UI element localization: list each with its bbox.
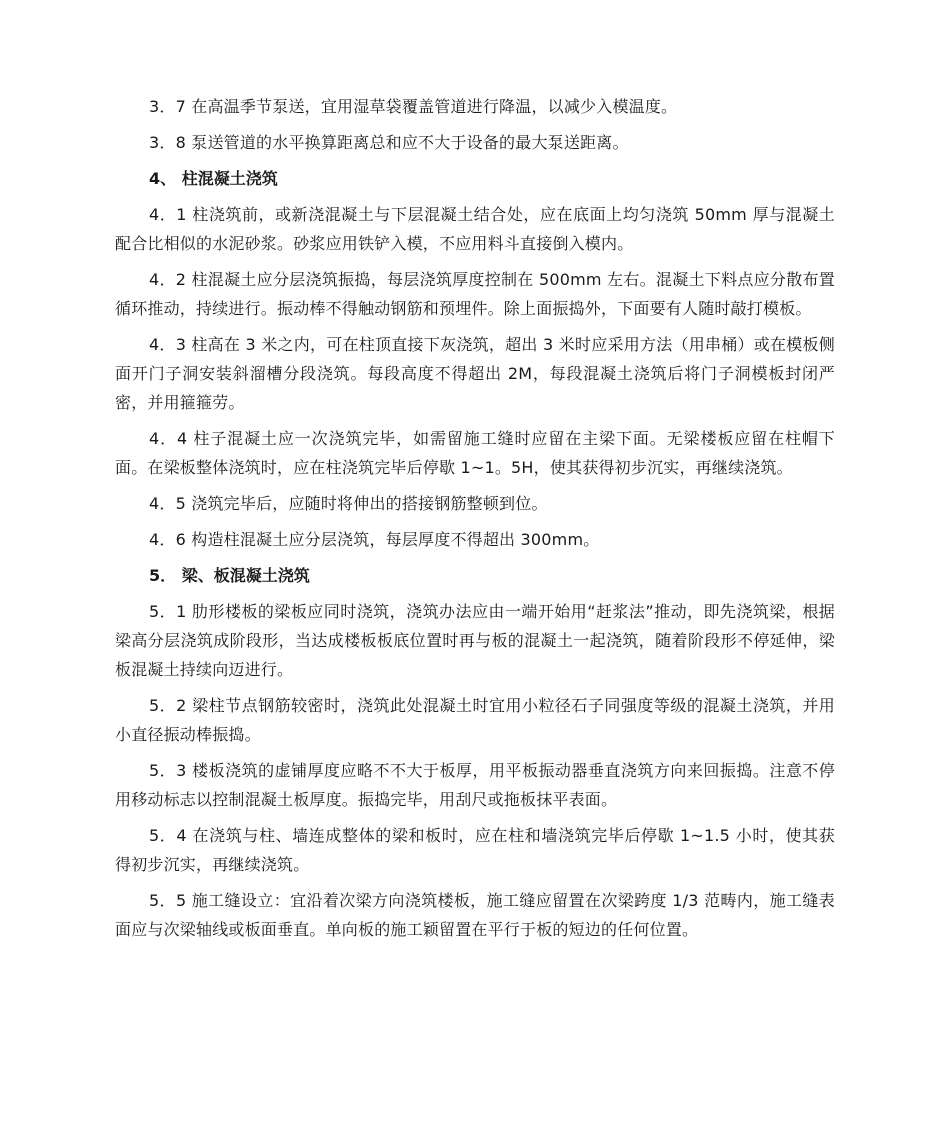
paragraph-4-6: 4．6 构造柱混凝土应分层浇筑，每层厚度不得超出 300mm。 [149, 530, 600, 549]
paragraph-5-4: 5．4 在浇筑与柱、墙连成整体的梁和板时，应在柱和墙浇筑完毕后停歇 1~1.5 小时，使其获得初步沉实，再继续浇筑。 [115, 826, 835, 874]
paragraph-5-1: 5．1 肋形楼板的梁板应同时浇筑，浇筑办法应由一端开始用“赶浆法”推动，即先浇筑梁，根据梁高分层浇筑成阶段形，当达成楼板板底位置时再与板的混凝土一起浇筑，随着阶段形不停延伸，梁板混凝土持续向迈进行。 [115, 602, 835, 679]
paragraph-5-2: 5．2 梁柱节点钢筋较密时，浇筑此处混凝土时宜用小粒径石子同强度等级的混凝土浇筑，并用小直径振动棒振捣。 [115, 696, 835, 744]
paragraph-5-5: 5．5 施工缝设立：宜沿着次梁方向浇筑楼板，施工缝应留置在次梁跨度 1/3 范畴内，施工缝表面应与次梁轴线或板面垂直。单向板的施工颖留置在平行于板的短边的任何位置。 [115, 891, 835, 939]
section-heading-4: 4、 柱混凝土浇筑 [149, 169, 278, 188]
paragraph-3-8: 3．8 泵送管道的水平换算距离总和应不大于设备的最大泵送距离。 [149, 133, 629, 152]
paragraph-4-4: 4．4 柱子混凝土应一次浇筑完毕，如需留施工缝时应留在主梁下面。无梁楼板应留在柱帽下面。在梁板整体浇筑时，应在柱浇筑完毕后停歇 1~1。5H，使其获得初步沉实，再继续浇筑。 [115, 429, 835, 477]
paragraph-4-3: 4．3 柱高在 3 米之内，可在柱顶直接下灰浇筑，超出 3 米时应采用方法（用串桶）或在模板侧面开门子洞安装斜溜槽分段浇筑。每段高度不得超出 2M，每段混凝土浇筑后将门子洞模板封闭严密，并用箍箍劳。 [115, 335, 835, 412]
paragraph-4-2: 4．2 柱混凝土应分层浇筑振捣，每层浇筑厚度控制在 500mm 左右。混凝土下料点应分散布置循环推动，持续进行。振动棒不得触动钢筋和预埋件。除上面振捣外，下面要有人随时敲打模板。 [115, 270, 835, 318]
paragraph-5-3: 5．3 楼板浇筑的虚铺厚度应略不不大于板厚，用平板振动器垂直浇筑方向来回振捣。注意不停用移动标志以控制混凝土板厚度。振捣完毕，用刮尺或拖板抹平表面。 [115, 761, 835, 809]
paragraph-4-1: 4．1 柱浇筑前，或新浇混凝土与下层混凝土结合处，应在底面上均匀浇筑 50mm 厚与混凝土配合比相似的水泥砂浆。砂浆应用铁铲入模，不应用料斗直接倒入模内。 [115, 205, 835, 253]
paragraph-4-5: 4．5 浇筑完毕后，应随时将伸出的搭接钢筋整顿到位。 [149, 494, 548, 513]
paragraph-3-7: 3．7 在高温季节泵送，宜用湿草袋覆盖管道进行降温，以减少入模温度。 [149, 97, 678, 116]
section-heading-5: 5． 梁、板混凝土浇筑 [149, 566, 310, 585]
